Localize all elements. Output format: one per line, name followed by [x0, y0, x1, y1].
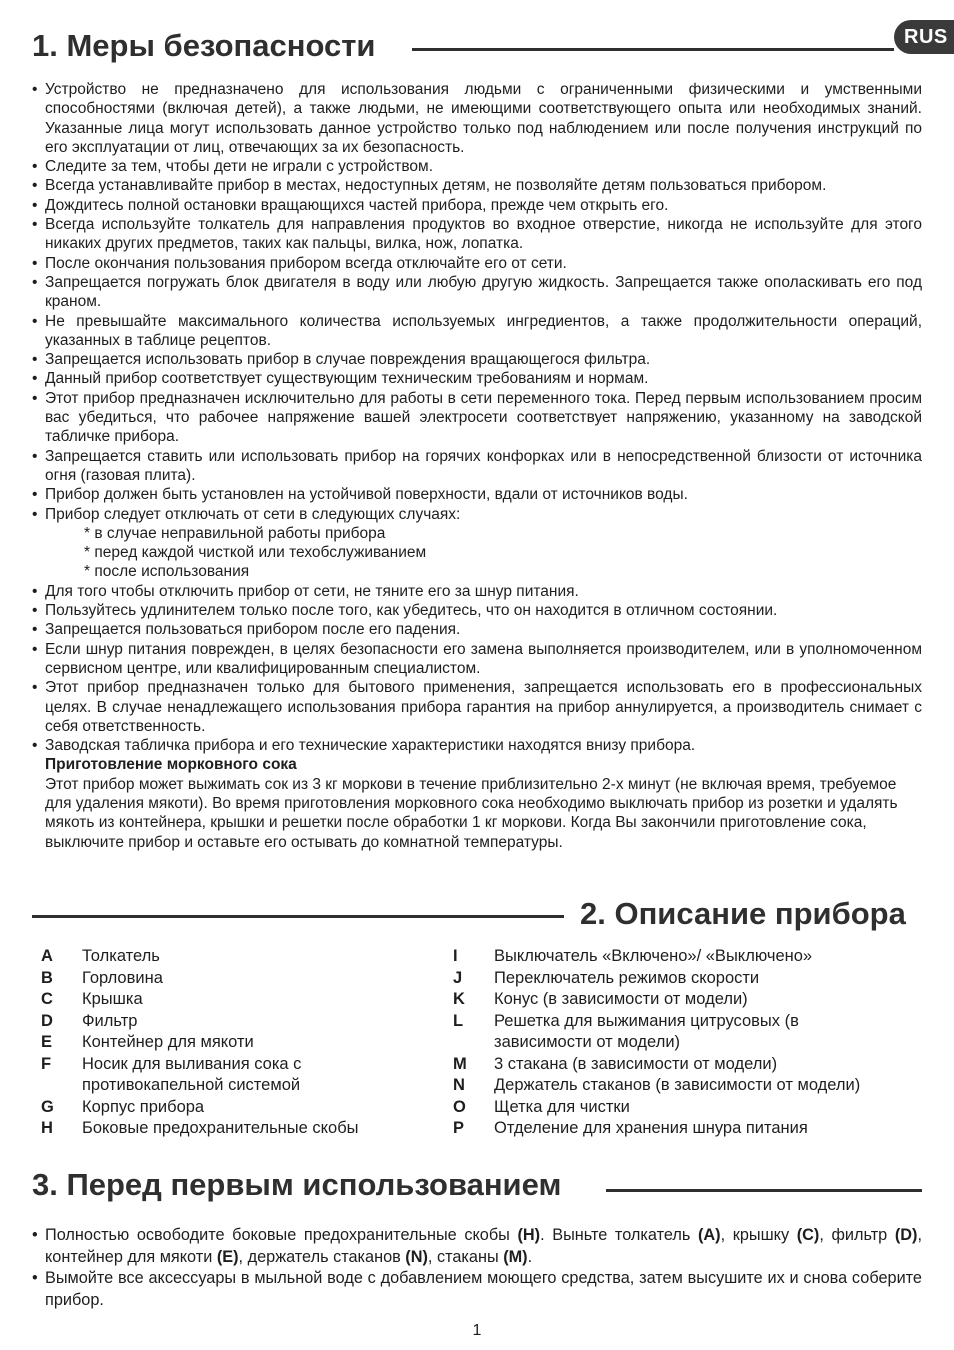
part-item: G Корпус прибора [41, 1097, 205, 1116]
part-item: K Конус (в зависимости от модели) [453, 990, 748, 1008]
safety-bullet: • Запрещается пользоваться прибором после его падения. [32, 621, 461, 639]
language-badge: RUS [894, 20, 954, 54]
safety-bullet: • Всегда используйте толкатель для направления продуктов во входное отверстие, никогда не используйте для этого никаких других предметов, таких как пальцы, вилка, нож, лопатка. [32, 216, 922, 253]
safety-instructions [32, 80, 922, 852]
safety-bullet: • Для того чтобы отключить прибор от сети, не тяните его за шнур питания. [32, 582, 579, 600]
carrot-juice-text: Этот прибор может выжимать сок из 3 кг моркови в течение приблизительно 2-х минут (не включая время, требуемое для удаления мякоти). Во время приготовления морковного сока необходимо выключать прибор из розетки и удалять мякоть из контейнера, крышки и решетки после обработки 1 кг моркови. Когда Вы закончили приготовление сока, выключите прибор и оставьте его остывать до комнатной температуры. [45, 775, 898, 851]
safety-bullet: • Данный прибор соответствует существующим техническим требованиям и нормам. [32, 370, 649, 388]
safety-bullet: • Этот прибор предназначен исключительно для работы в сети переменного тока. Перед первым использованием просим вас убедиться, что рабочее напряжение вашей электросети соответствует напряжению, указанному на заводской табличке прибора. [32, 389, 922, 446]
parts-list-left [41, 946, 411, 1140]
safety-bullet: • После окончания пользования прибором всегда отключайте его от сети. [32, 254, 567, 272]
part-item: J Переключатель режимов скорости [453, 968, 760, 987]
first-use-instructions [32, 1225, 922, 1311]
section-2-rule [32, 915, 564, 918]
safety-bullet: • Следите за тем, чтобы дети не играли с устройством. [32, 158, 433, 176]
page-number: 1 [472, 1322, 482, 1339]
part-item: M 3 стакана (в зависимости от модели) [453, 1054, 778, 1073]
safety-bullet: • Устройство не предназначено для использования людьми с ограниченными физическими и умственными способностями (включая детей), а также людьми, не имеющими соответствующего опыта или необходимых знаний. Указанные лица могут использовать данное устройство только под наблюдением или после получения инструкций по его эксплуатации от лиц, отвечающих за их безопасность. [32, 81, 922, 156]
part-item: H Боковые предохранительные скобы [41, 1119, 359, 1137]
part-item: C Крышка [41, 990, 143, 1008]
safety-bullet: • Этот прибор предназначен только для бытового применения, запрещается использовать его в профессиональных целях. В случае ненадлежащего использования прибора гарантия на прибор аннулируется, а производитель снимает с себя ответственность. [32, 679, 922, 735]
safety-bullet: • Дождитесь полной остановки вращающихся частей прибора, прежде чем открыть его. [32, 196, 669, 214]
parts-list-right [453, 946, 915, 1140]
part-item: P Отделение для хранения шнура питания [453, 1119, 808, 1137]
safety-bullet: • Прибор должен быть установлен на устойчивой поверхности, вдали от источников воды. [32, 486, 688, 504]
part-item: B Горловина [41, 968, 163, 987]
part-item: I Выключатель «Включено»/ «Выключено» [453, 947, 813, 965]
part-item: E Контейнер для мякоти [41, 1033, 254, 1051]
section-2-title: 2. Описание прибора [580, 896, 906, 931]
safety-bullet: • Всегда устанавливайте прибор в местах, недоступных детям, не позволяйте детям пользоваться прибором. [32, 177, 827, 195]
part-item: O Щетка для чистки [453, 1097, 630, 1116]
unplug-case: * перед каждой чисткой или техобслуживанием [84, 544, 427, 562]
safety-bullet: • Запрещается погружать блок двигателя в воду или любую другую жидкость. Запрещается также ополаскивать его под краном. [32, 273, 922, 311]
safety-bullet: • Если шнур питания поврежден, в целях безопасности его замена выполняется производителем, или в уполномоченном сервисном центре, или квалифицированным специалистом. [32, 640, 922, 677]
part-item: F Носик для выливания сока с противокапельной системой [41, 1054, 302, 1094]
safety-bullet: • Запрещается использовать прибор в случае повреждения вращающегося фильтра. [32, 351, 651, 369]
unplug-case: * после использования [84, 563, 250, 581]
section-3-rule [606, 1189, 922, 1192]
section-1-rule [412, 48, 894, 51]
part-item: L Решетка для выжимания цитрусовых (в зависимости от модели) [453, 1011, 799, 1051]
section-1-title: 1. Меры безопасности [32, 28, 376, 63]
section-3-title: 3. Перед первым использованием [32, 1167, 562, 1202]
safety-bullet: • Не превышайте максимального количества используемых ингредиентов, а также продолжительности операций, указанных в таблице рецептов. [32, 312, 922, 349]
first-use-bullet: • Вымойте все аксессуары в мыльной воде с добавлением моющего средства, затем высушите их и снова соберите прибор. [32, 1269, 922, 1309]
unplug-case: * в случае неправильной работы прибора [84, 524, 386, 542]
safety-bullet: • Пользуйтесь удлинителем только после того, как убедитесь, что он находится в отличном состоянии. [32, 602, 778, 620]
first-use-bullet: • Полностью освободите боковые предохранительные скобы (H). Выньте толкатель (A), крышку (C), фильтр (D), контейнер для мякоти (E), держатель стаканов (N), стаканы (M). [32, 1226, 922, 1266]
part-item: N Держатель стаканов (в зависимости от модели) [453, 1076, 861, 1094]
part-item: D Фильтр [41, 1011, 138, 1030]
safety-bullet: • Запрещается ставить или использовать прибор на горячих конфорках или в непосредственной близости от источника огня (газовая плита). [32, 447, 922, 484]
safety-bullet: • Заводская табличка прибора и его технические характеристики находятся внизу прибора. [32, 737, 696, 755]
safety-bullet: • Прибор следует отключать от сети в следующих случаях: [32, 505, 461, 523]
carrot-juice-title: Приготовление морковного сока [45, 756, 297, 774]
part-item: A Толкатель [41, 947, 160, 965]
